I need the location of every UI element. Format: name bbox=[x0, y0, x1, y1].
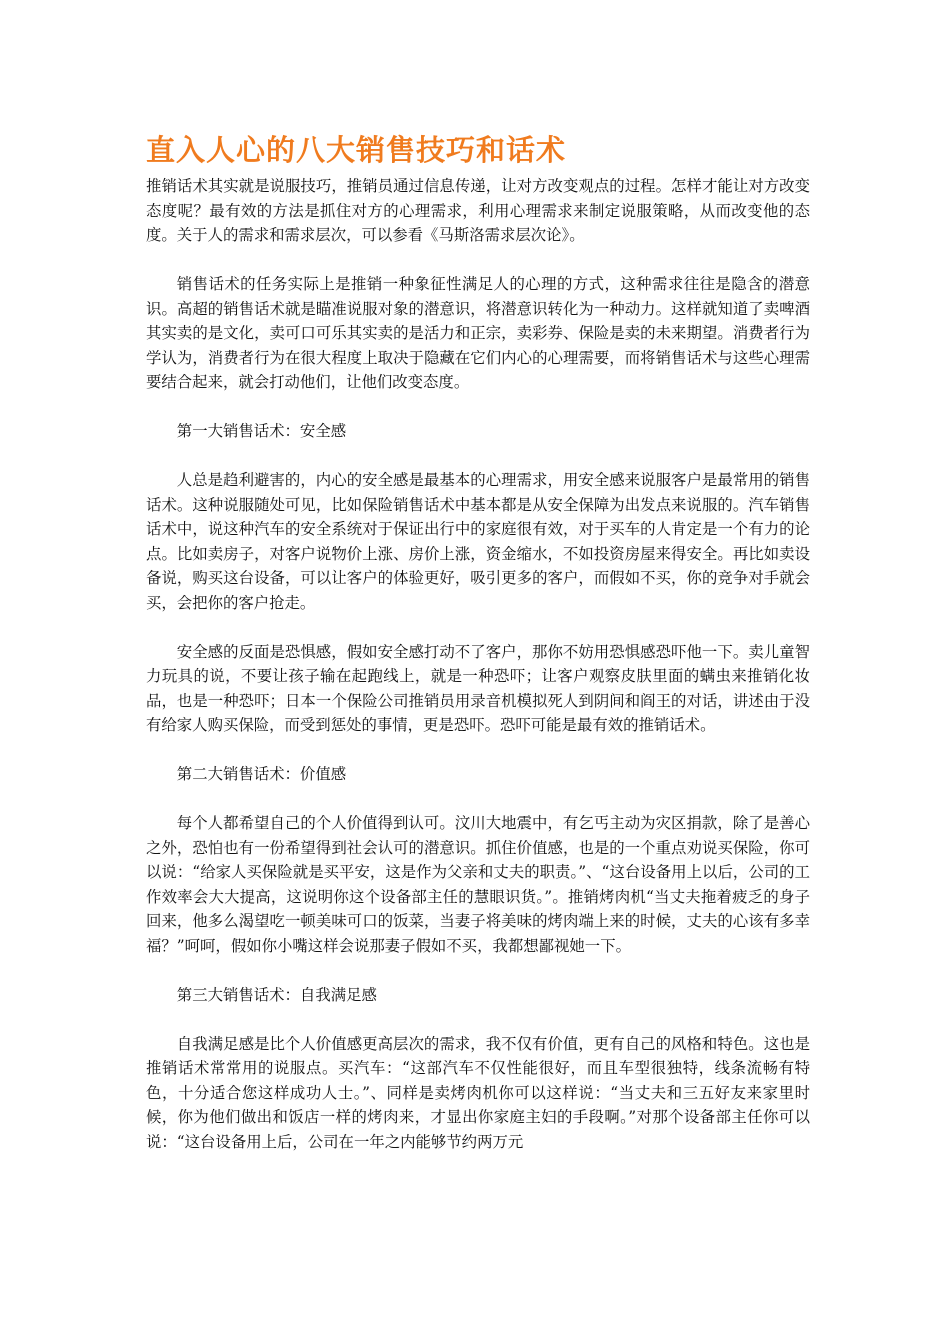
section-heading-self-satisfaction: 第三大销售话术：自我满足感 bbox=[176, 985, 377, 1004]
paragraph-fear: 安全感的反面是恐惧感，假如安全感打动不了客户，那你不妨用恐惧感恐吓他一下。卖儿童智力玩具的说，不要让孩子输在起跑线上，就是一种恐吓；让客户观察皮肤里面的螨虫来推销化妆品，也是一种恐吓；日本一个保险公司推销员用录音机模拟死人到阴间和阎王的对话，讲述由于没有给家人购买保险，而受到惩处的事情，更是恐吓。恐吓可能是最有效的推销话术。 bbox=[146, 642, 810, 734]
section-heading-security: 第一大销售话术：安全感 bbox=[176, 422, 347, 440]
document-title: 直入人心的八大销售技巧和话术 bbox=[146, 133, 567, 167]
paragraph-value: 每个人都希望自己的个人价值得到认可。汶川大地震中，有乞丐主动为灾区捐款，除了是善心之外，恐怕也有一份希望得到社会认可的潜意识。抓住价值感，也是的一个重点劝说买保险，你可以说：“给家人买保险就是买平安，这是作为父亲和丈夫的职责。”、“这台设备用上以后，公司的工作效率会大大提高，这说明你这个设备部主任的慧眼识货。”。推销烤肉机“当丈夫拖着疲乏的身子回来，他多么渴望吃一顿美味可口的饭菜，当妻子将美味的烤肉端上来的时候，丈夫的心该有多幸福？”呵呵，假如你小嘴这样会说那妻子假如不买，我都想鄙视她一下。 bbox=[146, 814, 810, 955]
document-page bbox=[146, 130, 810, 1179]
paragraph-self-satisfaction: 自我满足感是比个人价值感更高层次的需求，我不仅有价值，更有自己的风格和特色。这也是推销话术常常用的说服点。买汽车：“这部汽车不仅性能很好，而且车型很独特，线条流畅有特色，十分适合您这样成功人士。”、同样是卖烤肉机你可以这样说：“当丈夫和三五好友来家里时候，你为他们做出和饭店一样的烤肉来，才显出你家庭主妇的手段啊。”对那个设备部主任你可以说：“这台设备用上后，公司在一年之内能够节约两万元 bbox=[146, 1034, 810, 1151]
paragraph-security: 人总是趋利避害的，内心的安全感是最基本的心理需求，用安全感来说服客户是最常用的销售话术。这种说服随处可见，比如保险销售话术中基本都是从安全保障为出发点来说服的。汽车销售话术中，说这种汽车的安全系统对于保证出行中的家庭很有效，对于买车的人肯定是一个有力的论点。比如卖房子，对客户说物价上涨、房价上涨，资金缩水，不如投资房屋来得安全。再比如卖设备说，购买这台设备，可以让客户的体验更好，吸引更多的客户，而假如不买，你的竞争对手就会买，会把你的客户抢走。 bbox=[146, 471, 810, 612]
paragraph-task: 销售话术的任务实际上是推销一种象征性满足人的心理的方式，这种需求往往是隐含的潜意识。高超的销售话术就是瞄准说服对象的潜意识，将潜意识转化为一种动力。这样就知道了卖啤酒其实卖的是文化，卖可口可乐其实卖的是活力和正宗，卖彩券、保险是卖的未来期望。消费者行为学认为，消费者行为在很大程度上取决于隐藏在它们内心的心理需要，而将销售话术与这些心理需要结合起来，就会打动他们，让他们改变态度。 bbox=[146, 275, 810, 391]
section-heading-value: 第二大销售话术：价值感 bbox=[176, 765, 347, 783]
paragraph-intro: 推销话术其实就是说服技巧，推销员通过信息传递，让对方改变观点的过程。怎样才能让对方改变态度呢？最有效的方法是抓住对方的心理需求，利用心理需求来制定说服策略，从而改变他的态度。关于人的需求和需求层次，可以参看《马斯洛需求层次论》。 bbox=[146, 177, 810, 244]
